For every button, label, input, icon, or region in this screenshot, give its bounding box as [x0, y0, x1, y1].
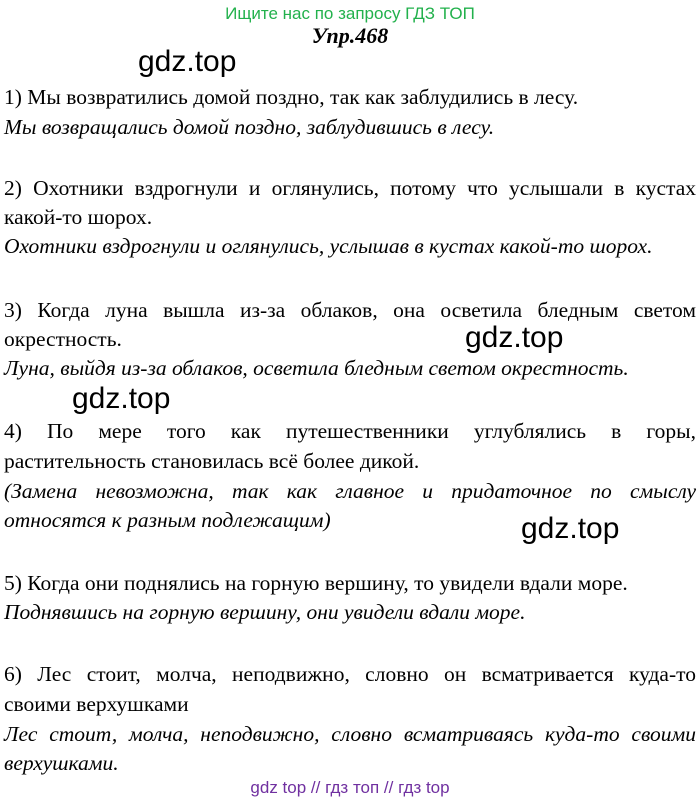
item-4-original-line-2: растительность становилась всё более дикой.: [4, 449, 420, 473]
item-3-answer: Луна, выйдя из-за облаков, осветила бледным светом окрестность.: [4, 356, 629, 380]
watermark: gdz.top: [465, 321, 564, 354]
item-2-answer: Охотники вздрогнули и оглянулись, услышав в кустах какой-то шорох.: [4, 234, 653, 258]
item-2-original-line-1: 2) Охотники вздрогнули и оглянулись, потому что услышали в кустах: [4, 176, 696, 200]
item-3-original-line-1: 3) Когда луна вышла из-за облаков, она осветила бледным светом: [4, 298, 696, 322]
item-2-original-line-2: какой-то шорох.: [4, 205, 153, 229]
exercise-title: Упр.468: [311, 23, 389, 48]
item-4-answer-line-2: относятся к разным подлежащим): [4, 508, 331, 532]
item-4-answer-line-1: (Замена невозможна, так как главное и придаточное по смыслу: [4, 479, 696, 503]
search-hint-link[interactable]: Ищите нас по запросу ГДЗ ТОП: [225, 4, 475, 23]
watermark: gdz.top: [138, 45, 237, 78]
item-3-original-line-2: окрестность.: [4, 327, 122, 351]
item-1-answer: Мы возвращались домой поздно, заблудившись в лесу.: [4, 115, 495, 139]
item-6-answer-line-2: верхушками.: [4, 751, 119, 775]
item-4-original-line-1: 4) По мере того как путешественники углублялись в горы,: [4, 419, 696, 443]
item-5-original: 5) Когда они поднялись на горную вершину, то увидели вдали море.: [4, 571, 628, 595]
item-1-original: 1) Мы возвратились домой поздно, так как заблудились в лесу.: [4, 85, 579, 109]
watermark: gdz.top: [521, 512, 620, 545]
item-6-original-line-2: своими верхушками: [4, 692, 189, 716]
item-6-answer-line-1: Лес стоит, молча, неподвижно, словно всматриваясь куда-то своими: [4, 722, 696, 746]
watermark: gdz.top: [72, 382, 171, 415]
item-6-original-line-1: 6) Лес стоит, молча, неподвижно, словно он всматривается куда-то: [4, 662, 696, 686]
item-5-answer: Поднявшись на горную вершину, они увидели вдали море.: [4, 600, 526, 624]
footer-links[interactable]: gdz top // гдз топ // гдз top: [250, 778, 450, 797]
